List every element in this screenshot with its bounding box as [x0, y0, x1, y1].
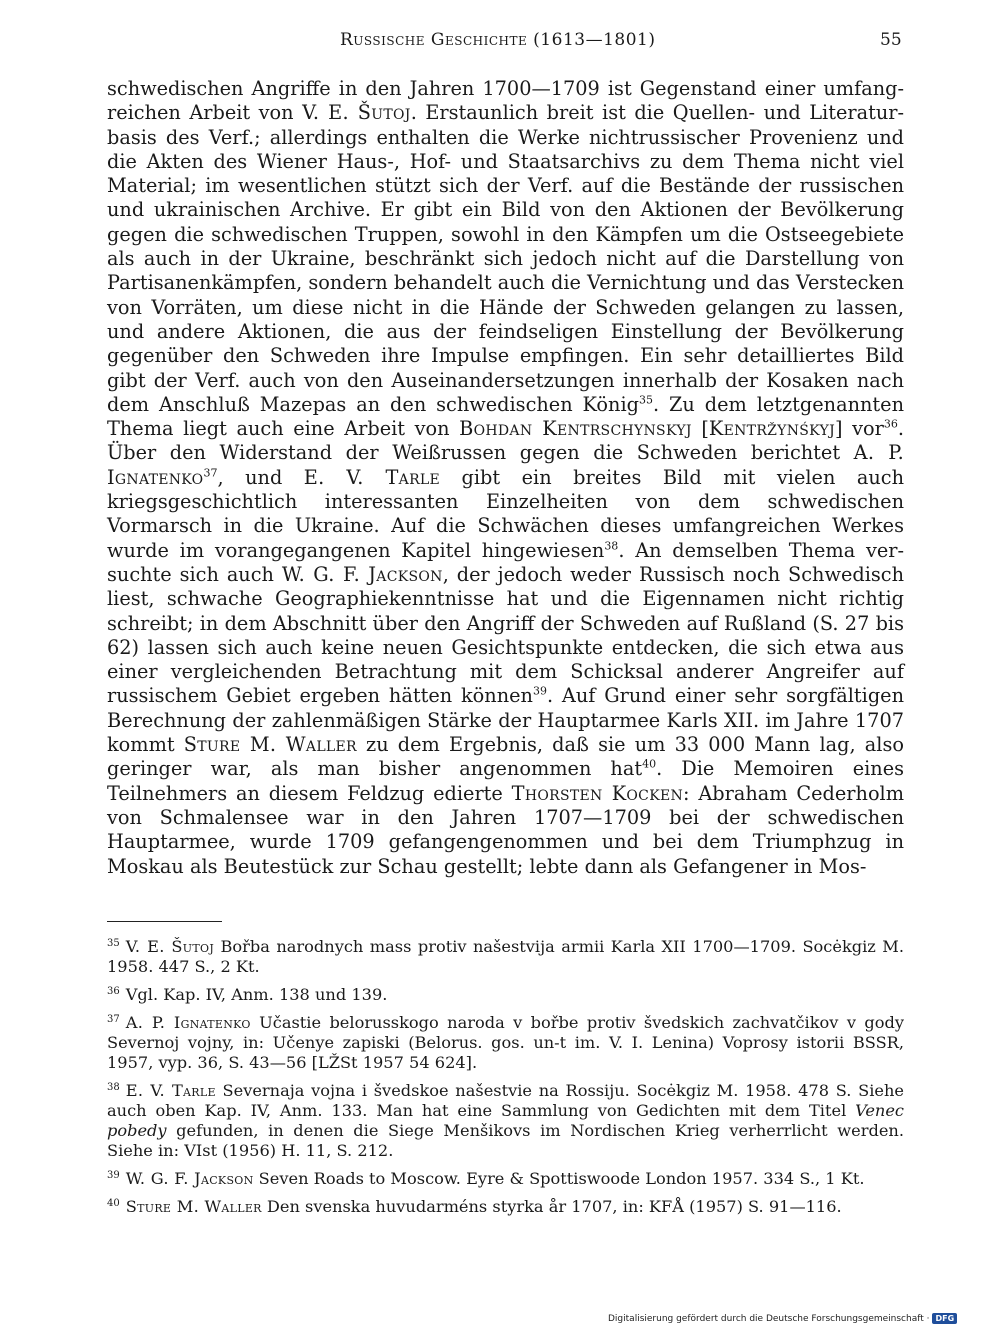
author-name: Kentržynśkyj: [708, 417, 836, 441]
footnote-text: Bořba narodnych mass protiv našestvija armii Karla XII 1700—1709. Socėkgiz M. 1958. 447 S., 2 Kt.: [107, 937, 904, 976]
page-number: 55: [880, 30, 902, 50]
author-name: V. E. Šutoj: [302, 101, 411, 125]
author-name: E. V. Tarle: [303, 465, 441, 489]
text-run: : Abraham Cederholm von Schmalensee war in den Jahren 1707—1709 bei der schwedischen Hauptarmee, wurde 1709 gefangengenommen und bei dem Triumphzug in Moskau als Beutestück zur Schau gestellt; lebte dann als Gefangener in Mos-: [107, 781, 904, 878]
footnote-text: Učastie belorusskogo naroda v bořbe protiv švedskich zachvatčikov v gody Severnoj vojny, in: Učenye zapiski (Belorus. gos. un-t im. V. I. Lenina) Voprosy istorii BSSR, 1957, vyp. 36, S. 43—56 [LŽSt 1957 54 624].: [107, 1013, 904, 1072]
text-run: zu dem Ergebnis, daß sie um 33 000 Mann lag, also geringer war, als man bisher angenommen hat: [107, 733, 904, 781]
footnote-number: 36: [107, 985, 120, 997]
text-run: . Die Memoiren eines Teilnehmers an diesem Feldzug edierte: [107, 757, 905, 805]
footnote-text: gefunden, in denen die Siege Menšikovs im Nordischen Krieg verherrlicht werden. Siehe in: VIst (1956) H. 11, S. 212.: [107, 1121, 904, 1160]
text-run: [: [691, 417, 709, 441]
author-name: Sture M. Waller: [125, 1197, 262, 1216]
footnote-number: 39: [107, 1169, 120, 1181]
text-run: . Zu dem letztgenannten Thema liegt auch eine Arbeit von: [107, 392, 905, 441]
author-name: Bohdan Kentrschynskyj: [459, 417, 692, 441]
footnote-text: Den svenska huvudarméns styrka år 1707, in: KFÅ (1957) S. 91—116.: [261, 1197, 842, 1216]
footnote-38: [107, 1081, 904, 1161]
footnotes: [107, 937, 904, 1225]
italic-title: Venec pobedy: [107, 1101, 904, 1140]
author-name: A. P. Ignatenko: [107, 441, 904, 489]
footnote-36: [107, 985, 904, 1005]
footnote-number: 38: [107, 1081, 120, 1093]
footnote-39: [107, 1169, 904, 1189]
footnote-ref[interactable]: 40: [642, 757, 657, 771]
footnote-ref[interactable]: 36: [883, 417, 898, 431]
footnote-40: [107, 1197, 904, 1217]
author-name: V. E. Šutoj: [125, 937, 215, 956]
running-title: Russische Geschichte (1613—1801): [340, 30, 656, 50]
text-run: , und: [217, 465, 304, 489]
text-run: . An demselben Thema versuchte sich auch: [107, 538, 904, 586]
author-name: E. V. Tarle: [125, 1081, 216, 1100]
text-run: . Erstaunlich breit ist die Quellen- und Literaturbasis des Verf.; allerdings enthalten die Werke nichtrussischer Provenienz und die Akten des Wiener Haus-, Hof- und Staatsarchivs zu dem Thema nicht viel Material; im wesentlichen stützt sich der Verf. auf die Bestände der russischen und ukrainischen Archive. Er gibt ein Bild von den Aktionen der Bevölkerung gegen die schwedischen Truppen, sowohl in den Kämpfen um die Ostseegebiete als auch in der Ukraine, beschränkt sich jedoch nicht auf die Darstellung von Partisanenkämpfen, sondern behandelt auch die Vernichtung und das Verstecken von Vorräten, um diese nicht in die Hände der Schweden gelangen zu lassen, und andere Aktionen, die aus der feindseligen Einstellung der Bevölkerung gegenüber den Schweden ihre Impulse empfingen. Ein sehr detailliertes Bild gibt der Verf. auch von den Auseinandersetzungen innerhalb der Kosaken nach dem Anschluß Mazepas an den schwedischen König: [107, 101, 904, 416]
author-name: W. G. F. Jackson: [281, 562, 443, 586]
footnote-ref[interactable]: 39: [532, 685, 547, 698]
footnote-number: 35: [107, 937, 120, 949]
footnote-ref[interactable]: 35: [638, 393, 653, 407]
text-run: . Über den Widerstand der Weißrussen gegen die Schweden berichtet: [107, 417, 904, 465]
author-name: W. G. F. Jackson: [125, 1169, 254, 1188]
author-name: Thorsten Kocken: [511, 781, 684, 805]
footnote-text: Severnaja vojna i švedskoe našestvie na Rossiju. Socėkgiz M. 1958. 478 S. Siehe auch oben Kap. IV, Anm. 133. Man hat eine Sammlung von Gedichten mit dem Titel: [107, 1081, 904, 1120]
author-name: Sture M. Waller: [183, 733, 357, 757]
dfg-logo-icon: DFG: [932, 1313, 957, 1324]
text-run: schwedischen Angriffe in den Jahren 1700—1709 ist Gegenstand einer umfangreichen Arbeit von: [107, 77, 904, 125]
body-text: [107, 77, 904, 879]
text-run: ] vor: [835, 417, 884, 441]
footnote-ref[interactable]: 37: [203, 466, 218, 480]
text-run: , der jedoch weder Russisch noch Schwedisch liest, schwache Geographiekenntnisse hat und die Eigennamen nicht richtig schreibt; in dem Abschnitt über den Angriff der Schweden auf Rußland (S. 27 bis 62) lassen sich auch keine neuen Gesichtspunkte entdecken, die sich etwa aus einer vergleichenden Betrachtung mit dem Schicksal anderer Angreifer auf russischem Gebiet ergeben hätten können: [107, 562, 904, 708]
text-run: gibt ein breites Bild mit vielen auch kriegsgeschichtlich interessanten Einzelheiten von dem schwedischen Vormarsch in die Ukraine. Auf die Schwächen dieses umfangreichen Werkes wurde im vorangegangenen Kapitel hingewiesen: [107, 465, 904, 562]
footnote-ref[interactable]: 38: [604, 539, 619, 553]
body-paragraph: [107, 77, 904, 879]
footnote-text: Seven Roads to Moscow. Eyre & Spottiswoode London 1957. 334 S., 1 Kt.: [253, 1169, 865, 1188]
text-run: . Auf Grund einer sehr sorgfältigen Berechnung der zahlenmäßigen Stärke der Hauptarmee Karls XII. im Jahre 1707 kommt: [107, 684, 905, 757]
author-name: A. P. Ignatenko: [125, 1013, 251, 1032]
footnote-35: [107, 937, 904, 977]
footnote-37: [107, 1013, 904, 1073]
credit-text: Digitalisierung gefördert durch die Deutsche Forschungsgemeinschaft ·: [608, 1314, 930, 1324]
footnote-number: 40: [107, 1197, 120, 1209]
footnote-number: 37: [107, 1013, 120, 1025]
footnote-separator: [107, 921, 222, 922]
footnote-text: Vgl. Kap. IV, Anm. 138 und 139.: [125, 985, 388, 1004]
digitization-credit: [608, 1313, 957, 1324]
